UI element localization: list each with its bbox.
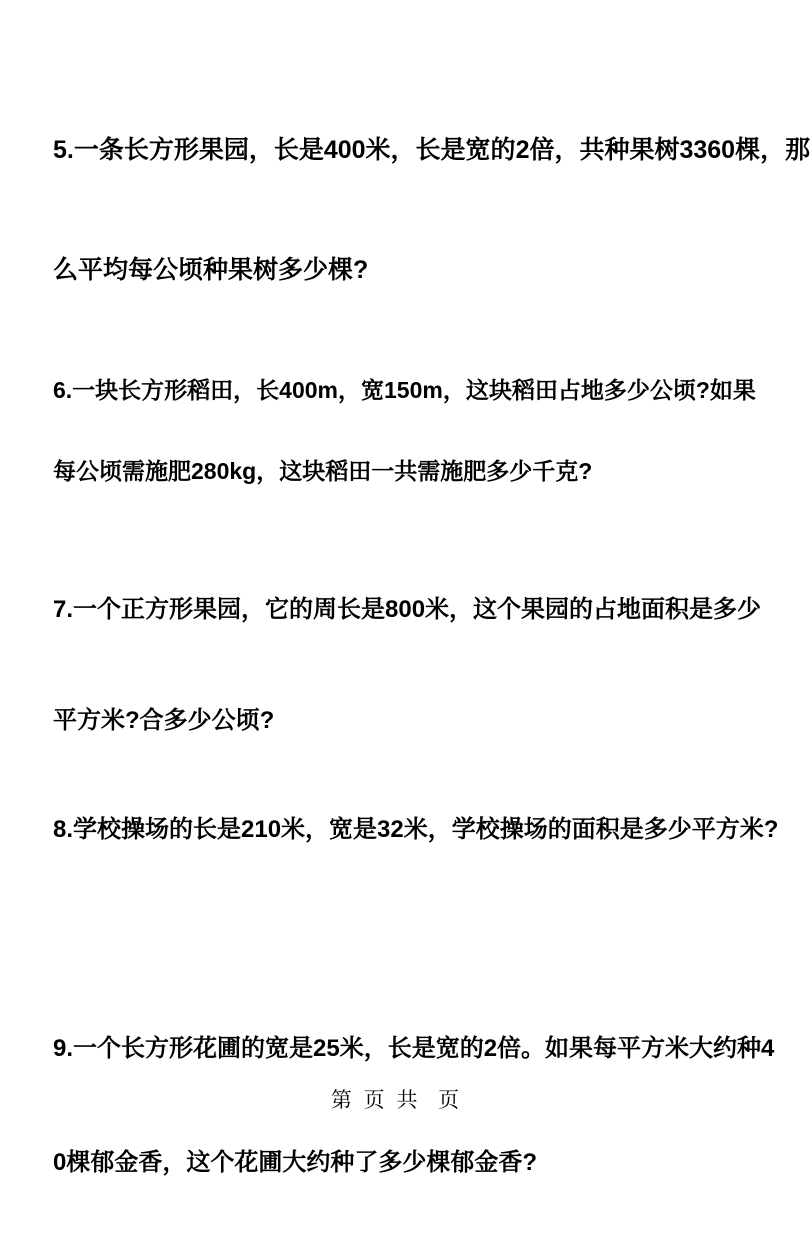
problem-7-line-2: 平方米?合多少公顷? [53,707,275,734]
problem-9-line-2: 0棵郁金香，这个花圃大约种了多少棵郁金香? [53,1149,538,1176]
problem-8-line-1: 8.学校操场的长是210米，宽是32米，学校操场的面积是多少平方米? [53,816,779,843]
problem-6-line-2: 每公顷需施肥280kg，这块稻田一共需施肥多少千克? [53,458,593,484]
problem-6 [53,323,777,539]
problem-7-line-1: 7.一个正方形果园，它的周长是800米，这个果园的占地面积是多少 [53,596,762,623]
problem-5-line-1: 5.一条长方形果园，长是400米，长是宽的2倍，共种果树3360棵，那 [53,136,810,164]
problem-5-line-2: 么平均每公顷种果树多少棵? [53,256,369,284]
problem-9-line-1: 9.一个长方形花圃的宽是25米，长是宽的2倍。如果每平方米大约种4 [53,1035,775,1062]
problem-6-line-1: 6.一块长方形稻田，长400m，宽150m，这块稻田占地多少公顷?如果 [53,377,756,403]
problem-8 [53,755,777,905]
problem-5 [53,50,810,370]
page-footer: 第 页 共 页 [330,1089,463,1112]
